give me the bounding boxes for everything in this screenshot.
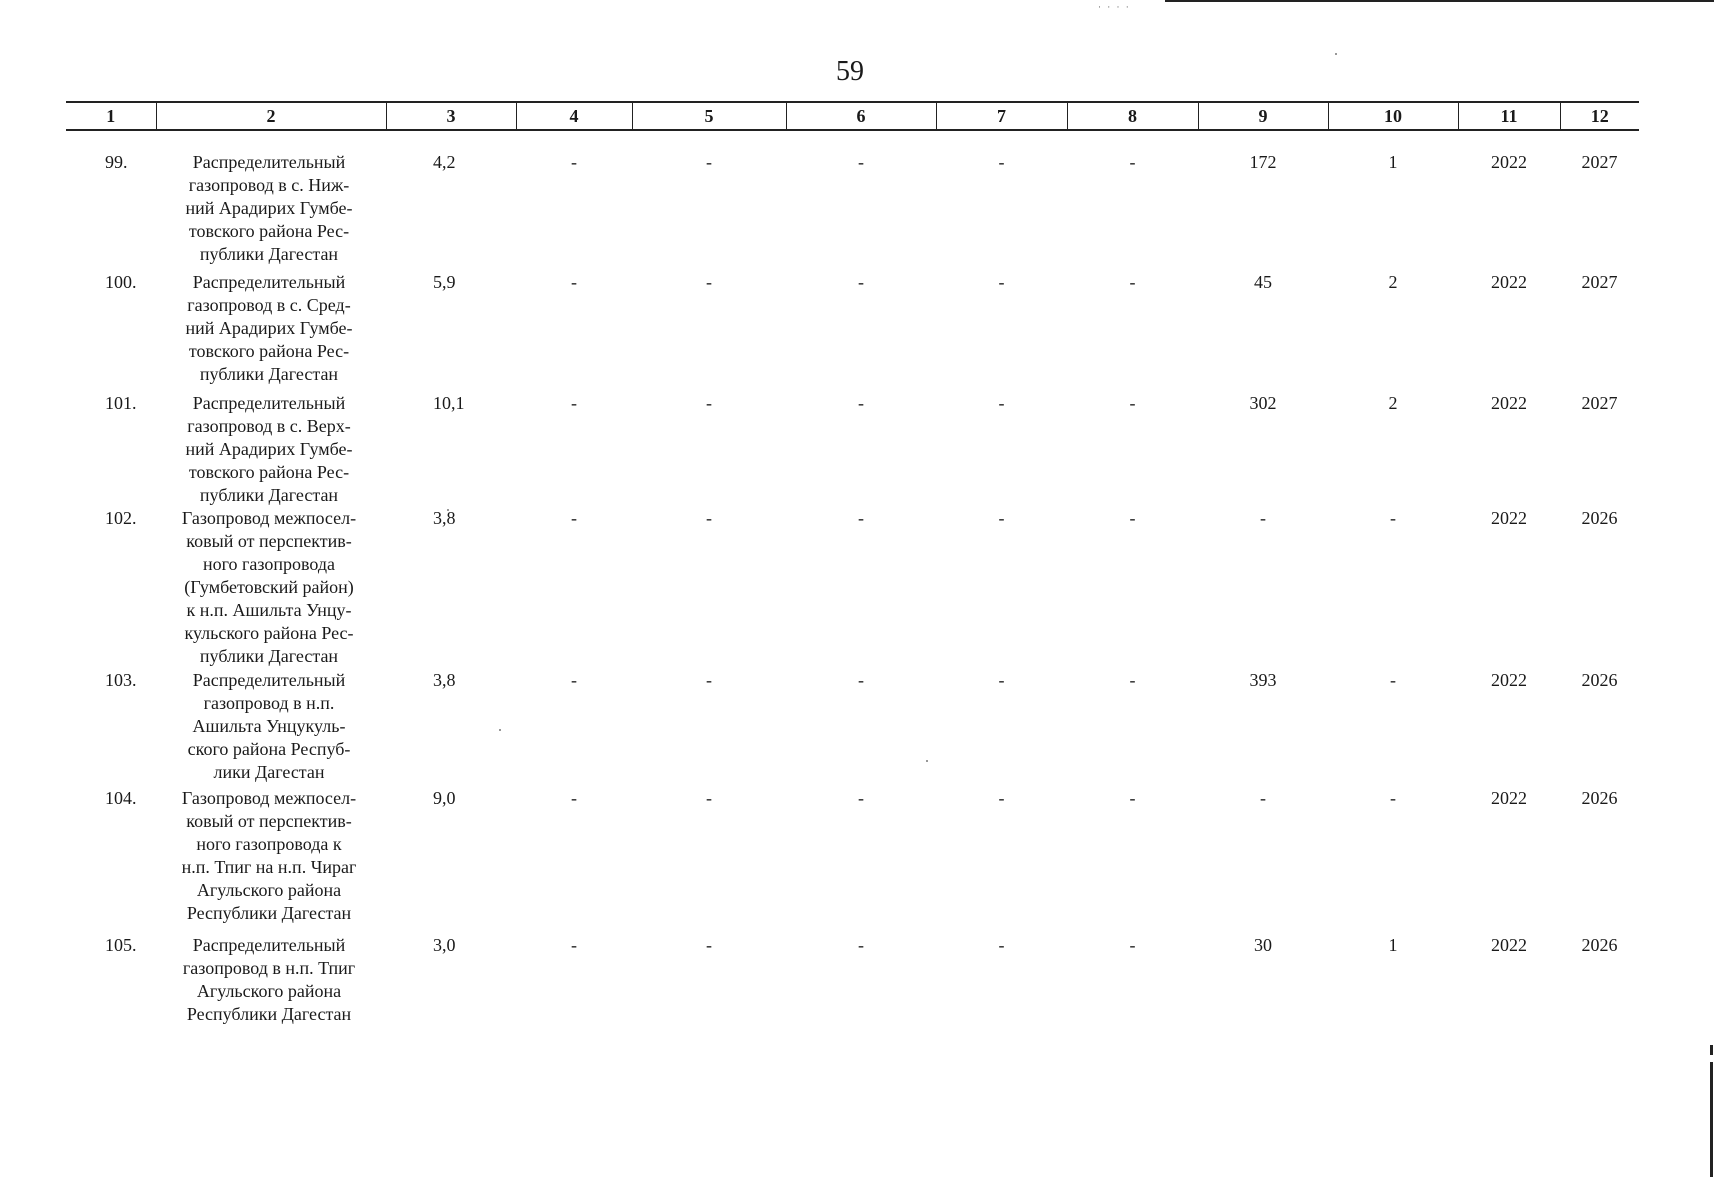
value-cell-c5: -	[706, 272, 712, 292]
object-name-line: Газопровод межпосел-	[181, 788, 357, 808]
top-edge-specks: · · · ·	[1098, 2, 1131, 12]
object-name-line: Распределительный	[192, 272, 346, 292]
value-cell-c12: 2026	[1581, 508, 1618, 528]
value-cell-c9: 45	[1254, 272, 1272, 292]
object-name-line: Газопровод межпосел-	[181, 508, 357, 528]
object-name-line: Распределительный	[192, 393, 346, 413]
object-name-line: публики Дагестан	[199, 244, 339, 264]
column-header: 4	[516, 102, 632, 130]
object-name-line: товского района Рес-	[188, 221, 350, 241]
value-cell-c8: -	[1129, 935, 1136, 955]
value-cell-c11: 2022	[1491, 508, 1527, 528]
value-cell-c5: -	[706, 152, 712, 172]
object-name-line: ского района Респуб-	[187, 739, 351, 759]
value-cell-c8: -	[1129, 508, 1136, 528]
column-header: 7	[936, 102, 1067, 130]
value-cell-c9: 302	[1249, 393, 1277, 413]
value-cell-c4: -	[571, 152, 577, 172]
object-name-line: (Гумбетовский район)	[184, 577, 354, 597]
row-number-cell: 100.	[105, 272, 137, 292]
value-cell-c8: -	[1129, 670, 1136, 690]
object-name-cell	[156, 934, 386, 1044]
value-cell-c4: -	[571, 670, 577, 690]
top-edge-rule	[1165, 0, 1714, 2]
value-cell-c3: 3,0	[433, 935, 456, 955]
column-header: 3	[386, 102, 516, 130]
value-cell-c8: -	[1129, 393, 1136, 413]
value-cell-c9: 30	[1254, 935, 1272, 955]
value-cell-c7: -	[998, 935, 1005, 955]
object-name-line: кульского района Рес-	[184, 623, 354, 643]
object-name-line: ний Арадирих Гумбе-	[185, 318, 353, 338]
value-cell-c7: -	[998, 272, 1005, 292]
value-cell-c10: 2	[1388, 393, 1398, 413]
object-name-line: Ашильта Унцукуль-	[192, 716, 346, 736]
value-cell-c3: 3,8	[433, 670, 456, 690]
value-cell-c6: -	[858, 670, 864, 690]
object-name-line: публики Дагестан	[199, 364, 339, 384]
value-cell-c7: -	[998, 152, 1005, 172]
row-number-cell: 99.	[105, 152, 128, 172]
value-cell-c4: -	[571, 788, 577, 808]
value-cell-c12: 2027	[1581, 393, 1618, 413]
object-name-line: ний Арадирих Гумбе-	[185, 198, 353, 218]
column-header: 6	[786, 102, 936, 130]
object-name-line: товского района Рес-	[188, 341, 350, 361]
object-name-line: публики Дагестан	[199, 485, 339, 505]
table-row	[66, 787, 1639, 934]
row-number-cell: 103.	[105, 670, 137, 690]
object-name-line: ковый от перспектив-	[186, 811, 352, 831]
object-name-line: к н.п. Ашильта Унцу-	[186, 600, 352, 620]
value-cell-c11: 2022	[1491, 670, 1527, 690]
value-cell-c6: -	[858, 935, 864, 955]
value-cell-c3: 5,9	[433, 272, 456, 292]
object-name-cell	[156, 507, 386, 669]
object-name-line: Распределительный	[192, 670, 346, 690]
value-cell-c11: 2022	[1491, 393, 1527, 413]
value-cell-c5: -	[706, 935, 712, 955]
row-number-cell: 102.	[105, 508, 137, 528]
value-cell-c9: -	[1260, 788, 1266, 808]
value-cell-c4: -	[571, 272, 577, 292]
value-cell-c10: -	[1390, 508, 1396, 528]
value-cell-c6: -	[858, 393, 864, 413]
value-cell-c11: 2022	[1491, 935, 1527, 955]
value-cell-c12: 2026	[1581, 935, 1618, 955]
value-cell-c7: -	[998, 670, 1005, 690]
object-name-cell	[156, 271, 386, 392]
object-name-line: Агульского района	[196, 981, 342, 1001]
table-row	[66, 392, 1639, 507]
value-cell-c4: -	[571, 508, 577, 528]
column-header: 12	[1560, 102, 1639, 130]
page-number: 59	[836, 56, 864, 87]
value-cell-c10: -	[1390, 670, 1396, 690]
table-body	[66, 130, 1639, 1044]
object-name-line: Распределительный	[192, 152, 346, 172]
gas-pipeline-table	[66, 101, 1639, 1044]
table-row	[66, 507, 1639, 669]
value-cell-c7: -	[998, 393, 1005, 413]
value-cell-c3: 3,8	[433, 508, 456, 528]
value-cell-c8: -	[1129, 272, 1136, 292]
table-row	[66, 271, 1639, 392]
object-name-line: газопровод в н.п.	[203, 693, 335, 713]
table-row	[66, 934, 1639, 1044]
value-cell-c12: 2026	[1581, 670, 1618, 690]
column-header: 9	[1198, 102, 1328, 130]
object-name-line: ковый от перспектив-	[186, 531, 352, 551]
header-row	[66, 102, 1639, 130]
object-name-line: н.п. Тпиг на н.п. Чираг	[181, 857, 357, 877]
value-cell-c4: -	[571, 393, 577, 413]
object-name-line: ного газопровода	[202, 554, 336, 574]
value-cell-c10: 1	[1388, 152, 1398, 172]
value-cell-c5: -	[706, 670, 712, 690]
row-number-cell: 101.	[105, 393, 137, 413]
table-row	[66, 669, 1639, 787]
value-cell-c3: 4,2	[433, 152, 456, 172]
value-cell-c10: 1	[1388, 935, 1398, 955]
value-cell-c6: -	[858, 272, 864, 292]
value-cell-c7: -	[998, 788, 1005, 808]
value-cell-c6: -	[858, 508, 864, 528]
value-cell-c12: 2027	[1581, 152, 1618, 172]
value-cell-c11: 2022	[1491, 152, 1527, 172]
value-cell-c7: -	[998, 508, 1005, 528]
object-name-cell	[156, 130, 386, 271]
object-name-cell	[156, 392, 386, 507]
object-name-line: товского района Рес-	[188, 462, 350, 482]
column-header: 10	[1328, 102, 1458, 130]
value-cell-c12: 2026	[1581, 788, 1618, 808]
object-name-line: ний Арадирих Гумбе-	[185, 439, 353, 459]
object-name-line: ного газопровода к	[196, 834, 342, 854]
column-header: 11	[1458, 102, 1560, 130]
object-name-line: газопровод в н.п. Тпиг	[182, 958, 356, 978]
value-cell-c4: -	[571, 935, 577, 955]
value-cell-c8: -	[1129, 152, 1136, 172]
object-name-line: Агульского района	[196, 880, 342, 900]
object-name-line: Республики Дагестан	[186, 903, 352, 923]
value-cell-c6: -	[858, 152, 864, 172]
object-name-line: газопровод в с. Сред-	[187, 295, 351, 315]
value-cell-c8: -	[1129, 788, 1136, 808]
table-row	[66, 130, 1639, 271]
row-number-cell: 104.	[105, 788, 137, 808]
column-header: 8	[1067, 102, 1198, 130]
value-cell-c9: 172	[1249, 152, 1277, 172]
value-cell-c3: 9,0	[433, 788, 456, 808]
value-cell-c5: -	[706, 393, 712, 413]
value-cell-c5: -	[706, 508, 712, 528]
object-name-line: газопровод в с. Ниж-	[188, 175, 350, 195]
scan-edge-mark	[1710, 1045, 1713, 1055]
object-name-line: газопровод в с. Верх-	[187, 416, 351, 436]
value-cell-c9: -	[1260, 508, 1266, 528]
column-header: 2	[156, 102, 386, 130]
value-cell-c3: 10,1	[433, 393, 465, 413]
object-name-line: публики Дагестан	[199, 646, 339, 666]
value-cell-c10: 2	[1388, 272, 1398, 292]
object-name-line: Республики Дагестан	[186, 1004, 352, 1024]
column-header: 1	[66, 102, 156, 130]
object-name-cell	[156, 787, 386, 934]
scan-speck	[1335, 53, 1337, 55]
value-cell-c5: -	[706, 788, 712, 808]
object-name-line: Распределительный	[192, 935, 346, 955]
object-name-line: лики Дагестан	[213, 762, 325, 782]
value-cell-c12: 2027	[1581, 272, 1618, 292]
scan-edge-mark	[1710, 1062, 1713, 1177]
column-header: 5	[632, 102, 786, 130]
row-number-cell: 105.	[105, 935, 137, 955]
value-cell-c9: 393	[1249, 670, 1277, 690]
value-cell-c10: -	[1390, 788, 1396, 808]
value-cell-c6: -	[858, 788, 864, 808]
object-name-cell	[156, 669, 386, 787]
value-cell-c11: 2022	[1491, 788, 1527, 808]
value-cell-c11: 2022	[1491, 272, 1527, 292]
